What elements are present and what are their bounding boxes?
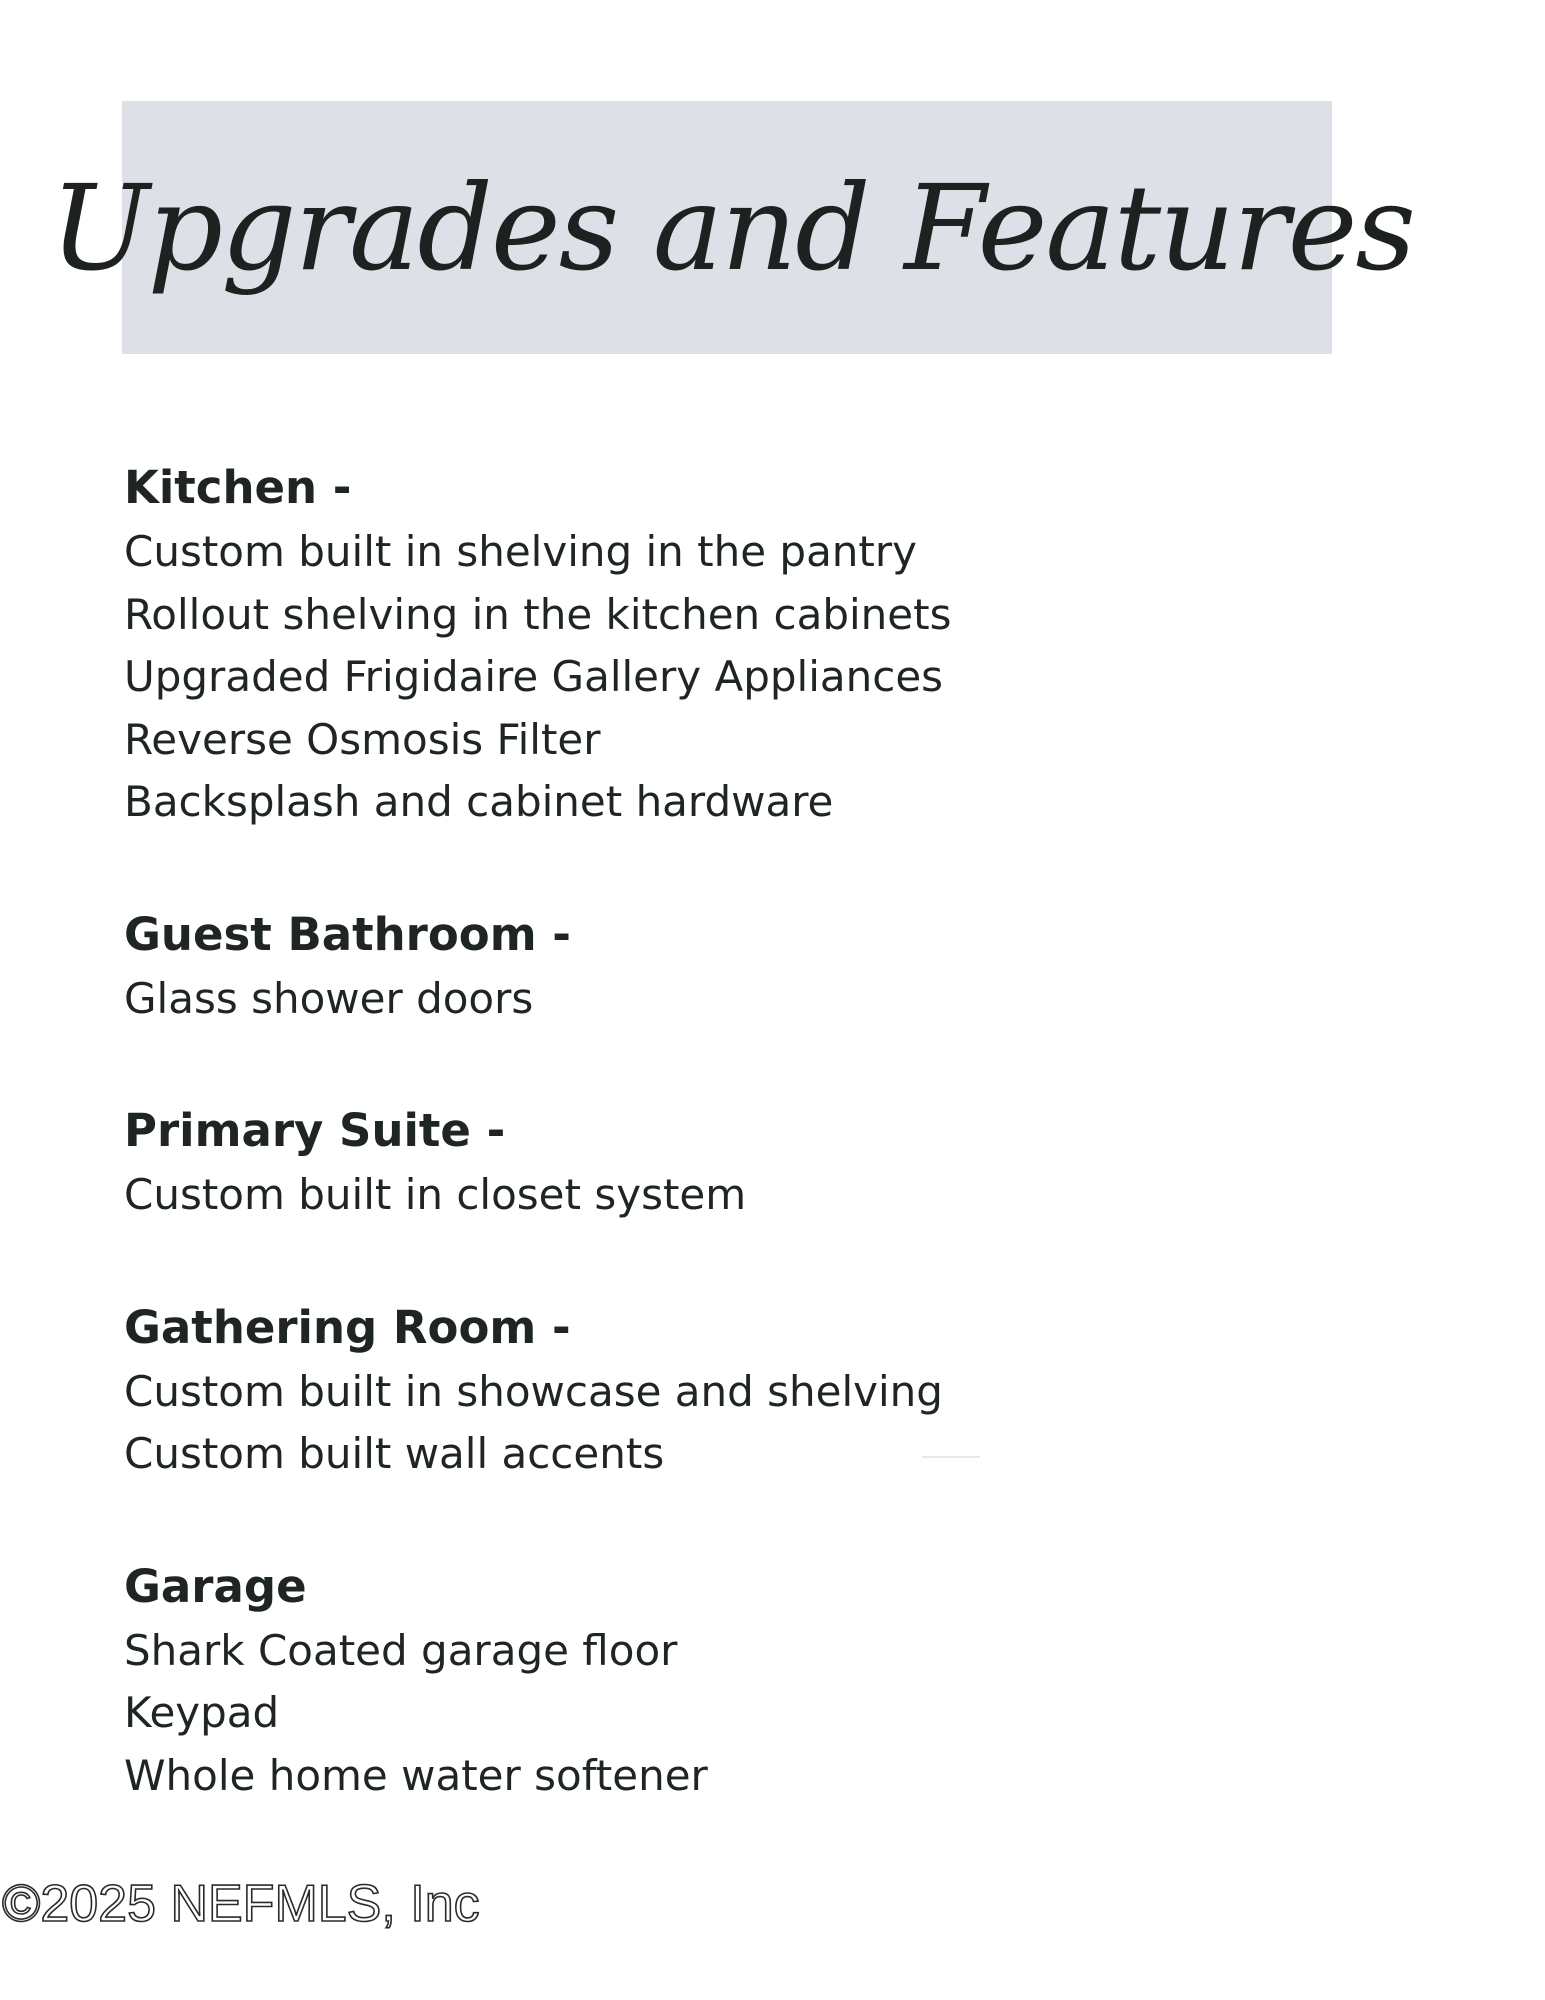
section-list xyxy=(124,1164,1374,1227)
list-item: Glass shower doors xyxy=(124,973,534,1023)
features-content xyxy=(124,455,1374,1807)
title-banner xyxy=(50,101,1414,354)
list-item: Custom built in showcase and shelving xyxy=(124,1366,943,1416)
list-item: Rollout shelving in the kitchen cabinets xyxy=(124,589,952,639)
section-list xyxy=(124,1361,1374,1486)
section-heading: Guest Bathroom - xyxy=(124,907,571,961)
list-item: Upgraded Frigidaire Gallery Appliances xyxy=(124,652,944,701)
section-heading: Primary Suite - xyxy=(124,1104,506,1157)
list-item: Keypad xyxy=(124,1688,280,1737)
section-list xyxy=(124,968,1374,1031)
section-list xyxy=(124,1620,1374,1808)
list-item: Reverse Osmosis Filter xyxy=(124,714,601,764)
section-gathering-room xyxy=(124,1295,1374,1486)
divider xyxy=(922,1456,980,1458)
list-item: Custom built in shelving in the pantry xyxy=(124,527,918,576)
list-item: Shark Coated garage floor xyxy=(124,1625,678,1675)
copyright-watermark: ©2025 NEFMLS, Inc xyxy=(2,1875,480,1933)
section-heading: Gathering Room - xyxy=(124,1300,571,1354)
section-list xyxy=(124,521,1374,834)
list-item: Whole home water softener xyxy=(124,1750,708,1800)
page-title: Upgrades and Features xyxy=(50,158,1414,297)
section-heading: Kitchen - xyxy=(124,461,352,514)
section-garage xyxy=(124,1554,1374,1808)
section-kitchen xyxy=(124,455,1374,834)
list-item: Custom built wall accents xyxy=(124,1429,665,1478)
section-primary-suite xyxy=(124,1098,1374,1227)
section-heading: Garage xyxy=(124,1559,307,1613)
section-guest-bathroom xyxy=(124,902,1374,1031)
list-item: Custom built in closet system xyxy=(124,1170,747,1219)
list-item: Backsplash and cabinet hardware xyxy=(124,777,834,826)
